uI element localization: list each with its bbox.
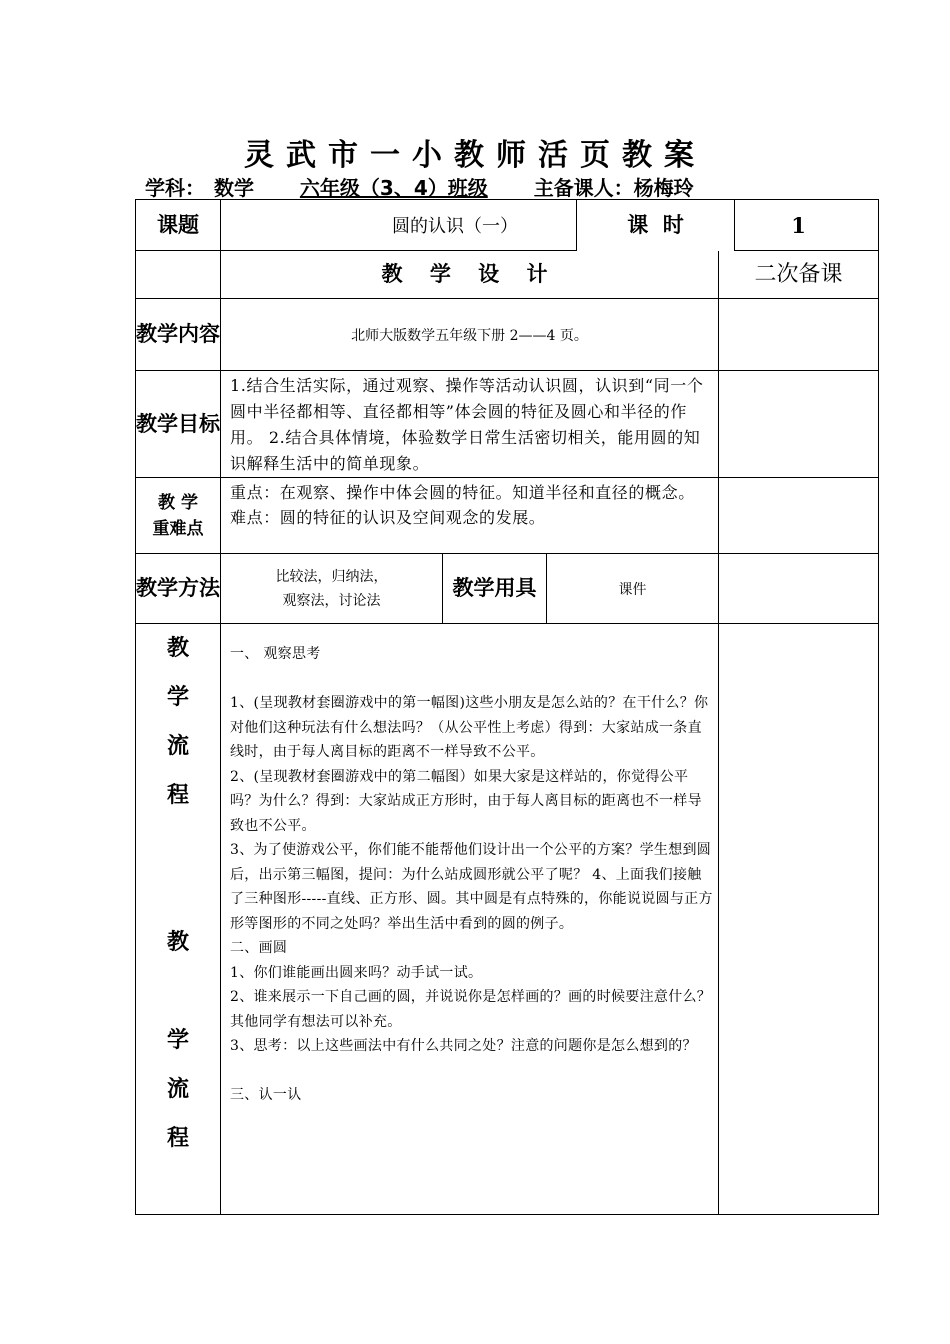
page-title: 灵武市一小教师活页教案 bbox=[244, 138, 706, 173]
lesson-plan-table bbox=[135, 199, 879, 1215]
method-row bbox=[136, 554, 879, 624]
header-info-line bbox=[145, 172, 696, 201]
subject-value: 数学 bbox=[213, 176, 254, 200]
period-value: 1 bbox=[719, 200, 879, 251]
flow-paragraph: 1、你们谁能画出圆来吗？动手试一试。 bbox=[230, 964, 483, 981]
goals-text: 1.结合生活实际，通过观察、操作等活动认识圆，认识到“同一个圆中半径都相等、直径都相等”体会圆的特征及圆心和半径的作用。 2.结合具体情境，体验数学日常生活密切相关，能用圆的知识解释生活中的简单现象。 bbox=[221, 371, 719, 478]
section-1-title: 一、 观察思考 bbox=[230, 646, 321, 662]
flow-paragraph: 1、(呈现教材套圈游戏中的第一幅图)这些小朋友是怎么站的？在干什么？你对他们这种玩法有什么想法吗？（从公平性上考虑）得到：大家站成一条直线时，由于每人离目标的距离不一样导致不公平。 bbox=[230, 695, 709, 760]
keypoints-text bbox=[221, 478, 719, 554]
section-3-title: 三、认一认 bbox=[230, 1087, 302, 1103]
preparer: 主备课人：杨梅玲 bbox=[533, 176, 694, 200]
keypoints-label: 教 学 重难点 bbox=[136, 478, 221, 554]
design-label: 教 学 设 计 bbox=[221, 251, 719, 299]
tools-label: 教学用具 bbox=[443, 554, 547, 624]
content-row bbox=[136, 299, 879, 371]
flow-text bbox=[221, 624, 719, 1215]
flow-paragraph: 3、为了使游戏公平，你们能不能帮他们设计出一个公平的方案？学生想到圆后，出示第三幅图，提问：为什么站成圆形就公平了呢？ 4、上面我们接触了三种图形-----直线、正方形、圆。其中圆是有点特殊的，你能说说圆与正方形等图形的不同之处吗？举出生活中看到的圆的例子。 bbox=[230, 842, 713, 932]
goals-label: 教学目标 bbox=[136, 371, 221, 478]
content-label: 教学内容 bbox=[136, 299, 221, 371]
key-point: 重点：在观察、操作中体会圆的特征。知道半径和直径的概念。 bbox=[230, 483, 695, 502]
grade-class: 六年级（3、4）班级 bbox=[299, 176, 488, 200]
difficult-point: 难点：圆的特征的认识及空间观念的发展。 bbox=[230, 508, 546, 527]
topic-label: 课题 bbox=[136, 200, 221, 251]
flow-row bbox=[136, 624, 879, 1215]
flow-paragraph: 3、思考：以上这些画法中有什么共同之处？注意的问题你是怎么想到的？ bbox=[230, 1038, 697, 1054]
period-label: 课 时 bbox=[576, 200, 735, 251]
keypoints-row bbox=[136, 478, 879, 554]
tools-value: 课件 bbox=[547, 554, 719, 624]
design-row bbox=[136, 251, 879, 299]
goals-row bbox=[136, 371, 879, 478]
content-value: 北师大版数学五年级下册 2——4 页。 bbox=[221, 299, 719, 371]
topic-row bbox=[136, 200, 879, 251]
second-prep-label: 二次备课 bbox=[719, 251, 879, 299]
section-2-title: 二、画圆 bbox=[230, 940, 288, 956]
flow-paragraph: 2、谁来展示一下自己画的圆，并说说你是怎样画的？画的时候要注意什么？其他同学有想法可以补充。 bbox=[230, 989, 712, 1030]
flow-label: 教 学 流 程 教 学 流 程 bbox=[136, 624, 221, 1215]
flow-paragraph: 2、(呈现教材套圈游戏中的第二幅图）如果大家是这样站的，你觉得公平吗？为什么？得到：大家站成正方形时，由于每人离目标的距离也不一样导致也不公平。 bbox=[230, 768, 702, 834]
subject-label: 学科： bbox=[145, 176, 205, 200]
method-label: 教学方法 bbox=[136, 554, 221, 624]
method-value: 比较法，归纳法， 观察法，讨论法 bbox=[221, 554, 443, 624]
topic-value: 圆的认识（一） bbox=[221, 200, 690, 251]
